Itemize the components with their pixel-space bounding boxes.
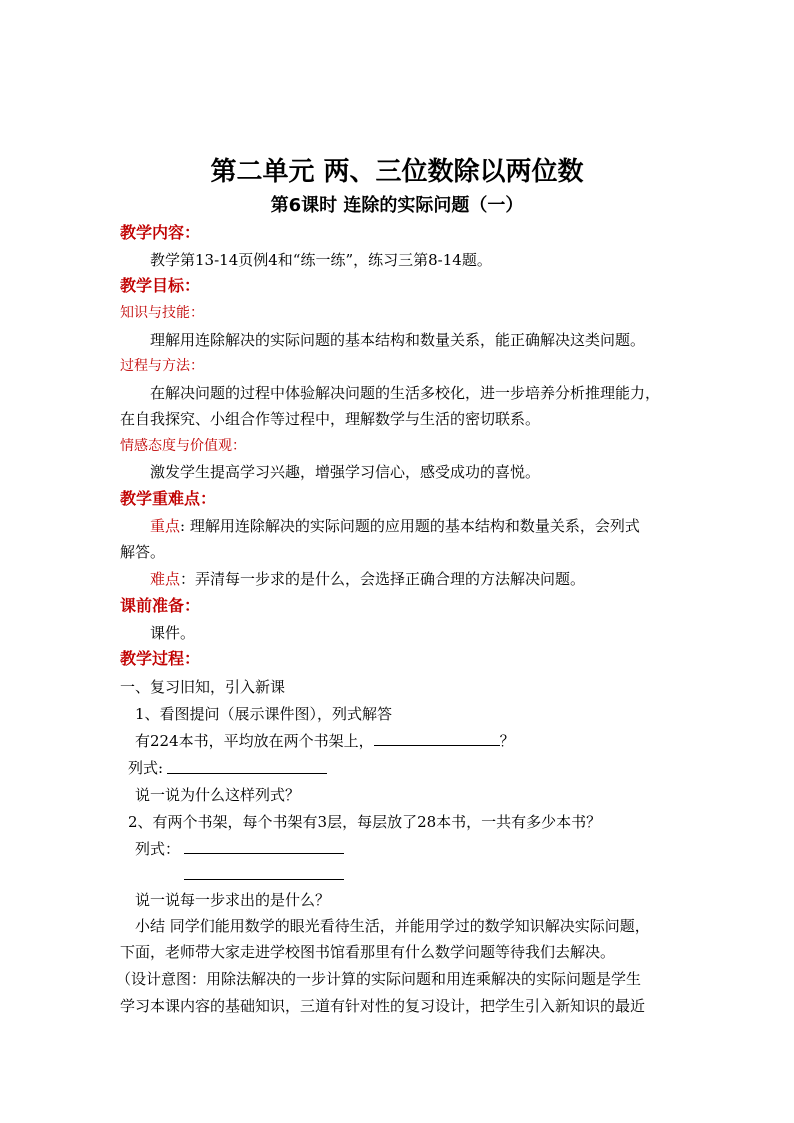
question-1: 1、看图提问（展示课件图），列式解答 <box>135 705 393 723</box>
knowledge-label: 知识与技能： <box>120 305 204 321</box>
summary-line-1 <box>135 916 650 936</box>
page-title: 第二单元 两、三位数除以两位数 <box>210 157 584 187</box>
formula-label-2: 列式： <box>135 840 181 858</box>
answer-blank-1[interactable] <box>374 731 500 746</box>
formula-blank-2b[interactable] <box>184 879 344 880</box>
key-point-line-2: 解答。 <box>120 543 166 561</box>
formula-label-1: 列式: <box>128 759 164 777</box>
say-prompt-1: 说一说为什么这样列式？ <box>135 786 301 804</box>
key-point-label: 重点 <box>150 517 181 535</box>
question-1-sentence: 有224本书，平均放在两个书架上， <box>135 732 374 750</box>
question-2: 2、有两个书架，每个书架有3层，每层放了28本书，一共有多少本书？ <box>128 813 602 831</box>
say-prompt-2: 说一说每一步求出的是什么？ <box>135 891 331 909</box>
section-heading-goals: 教学目标： <box>120 276 201 295</box>
summary-line-2: 下面，老师带大家走进学校图书馆看那里有什么数学问题等待我们去解决。 <box>120 943 616 961</box>
prep-text: 课件。 <box>150 624 196 642</box>
process-label: 过程与方法： <box>120 358 204 374</box>
key-point-line-1 <box>150 516 640 536</box>
difficulty-label: 难点 <box>150 570 181 588</box>
section-heading-prep: 课前准备： <box>120 596 201 615</box>
design-intent-line-2: 学习本课内容的基础知识，三道有针对性的复习设计，把学生引入新知识的最近 <box>120 997 646 1015</box>
difficulty-text: ：弄清每一步求的是什么，会选择正确合理的方法解决问题。 <box>180 570 586 588</box>
section-heading-key-points: 教学重难点： <box>120 489 217 508</box>
page-subtitle: 第6课时 连除的实际问题（一） <box>270 195 524 216</box>
key-point-text: : 理解用连除解决的实际问题的应用题的基本结构和数量关系，会列式 <box>180 517 640 535</box>
part-1-heading: 一、复习旧知，引入新课 <box>120 678 286 696</box>
summary-label: 小结 <box>135 917 166 935</box>
process-line-2: 在自我探究、小组合作等过程中，理解数学与生活的密切联系。 <box>120 410 541 428</box>
difficulty-line <box>150 569 585 589</box>
design-intent-line-1: （设计意图：用除法解决的一步计算的实际问题和用连乘解决的实际问题是学生 <box>116 970 642 988</box>
formula-blank-2a[interactable] <box>184 853 344 854</box>
question-1-mark: ？ <box>499 732 515 750</box>
section-heading-content: 教学内容： <box>120 223 201 242</box>
section-heading-process: 教学过程： <box>120 649 201 668</box>
formula-blank-1[interactable] <box>167 773 327 774</box>
emotion-text: 激发学生提高学习兴趣，增强学习信心，感受成功的喜悦。 <box>150 463 541 481</box>
question-1-text <box>135 731 515 751</box>
emotion-label: 情感态度与价值观： <box>120 438 246 454</box>
content-text: 教学第13-14页例4和“练一练”，练习三第8-14题。 <box>150 251 492 269</box>
knowledge-text: 理解用连除解决的实际问题的基本结构和数量关系，能正确解决这类问题。 <box>150 331 646 349</box>
summary-text-1: 同学们能用数学的眼光看待生活，并能用学过的数学知识解决实际问题， <box>165 917 650 935</box>
process-line-1: 在解决问题的过程中体验解决问题的生活多校化，进一步培养分析推理能力， <box>150 384 661 402</box>
